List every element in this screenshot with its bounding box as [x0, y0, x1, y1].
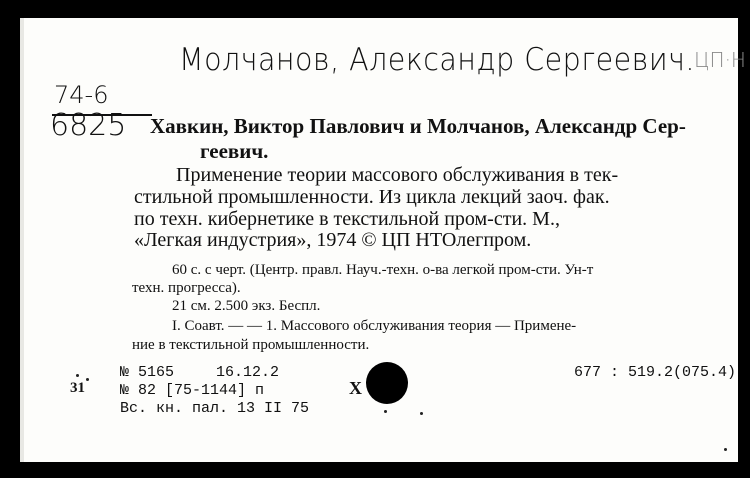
catalog-card — [20, 18, 746, 462]
corner-stamp: ЦП·Н — [694, 48, 746, 72]
description-line-2: техн. прогресса). — [132, 280, 241, 296]
blot-letter: Х — [349, 378, 362, 398]
ink-blot — [366, 362, 408, 404]
subject-line-2: ние в текстильной промышленности. — [132, 337, 370, 353]
entry-heading-line-2: геевич. — [200, 139, 269, 163]
entry-heading-line-1: Хавкин, Виктор Павлович и Молчанов, Александр Сер- — [150, 114, 686, 138]
record-number-1: № 5165 — [120, 364, 175, 381]
shelf-mark-top: 74-6 — [54, 81, 109, 109]
record-date-1: 16.12.2 — [216, 364, 280, 381]
title-line-4: «Легкая индустрия», 1974 © ЦП НТОлегпром. — [134, 229, 532, 251]
udc-code: 677 : 519.2(075.4) — [574, 364, 737, 381]
handwritten-author-name: Молчанов, Александр Сергеевич. — [179, 42, 695, 78]
title-line-3: по техн. кибернетике в текстильной пром-сти. М., — [134, 208, 560, 230]
record-number-2: № 82 [75-1144] п — [120, 382, 265, 399]
subject-line-1: I. Соавт. — — 1. Массового обслуживания теория — Примене- — [172, 318, 577, 334]
title-line-1: Применение теории массового обслуживания в тек- — [176, 164, 619, 186]
description-line-3: 21 см. 2.500 экз. Беспл. — [172, 298, 321, 314]
shelf-mark-bottom: 6825 — [50, 108, 127, 143]
description-line-1: 60 с. с черт. (Центр. правл. Науч.-техн. о-ва легкой пром-сти. Ун-т — [172, 262, 594, 278]
book-chamber-line: Вс. кн. пал. 13 II 75 — [120, 400, 310, 417]
title-line-2: стильной промышленности. Из цикла лекций заоч. фак. — [134, 186, 610, 208]
star-mark: 31 — [70, 380, 85, 396]
